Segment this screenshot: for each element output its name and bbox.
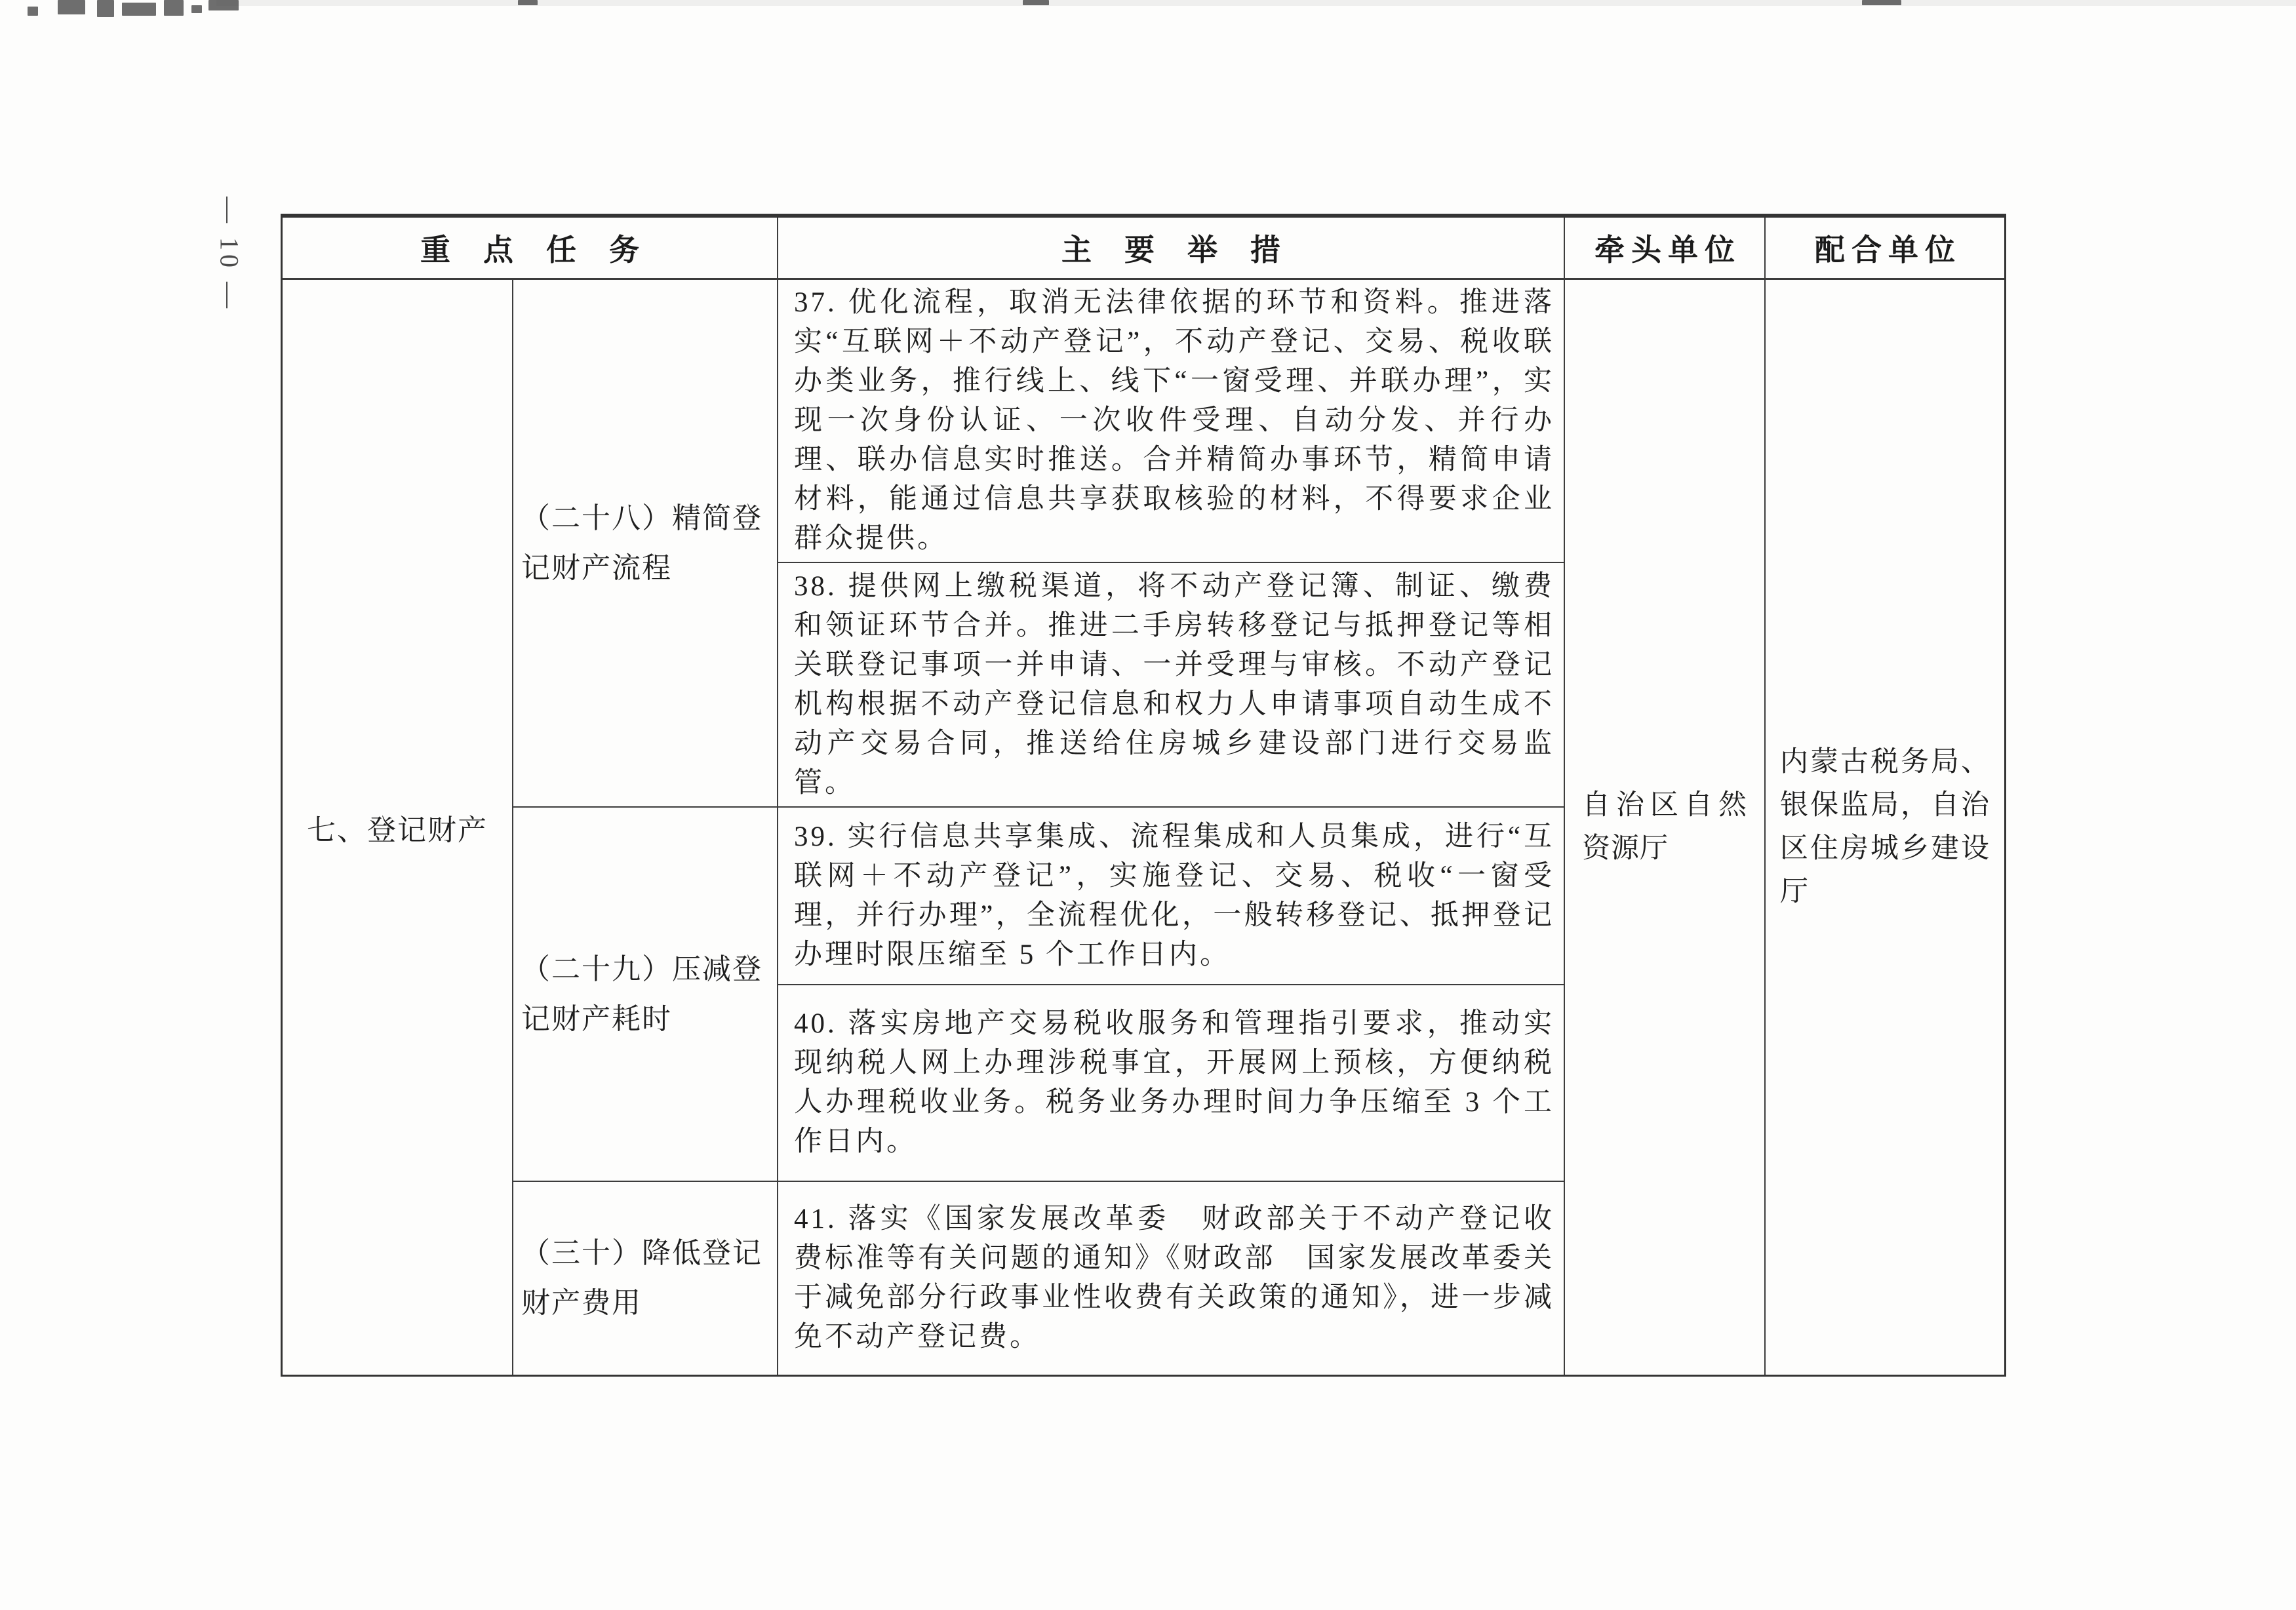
header-main-measures [778,218,1565,280]
scan-speck [97,0,114,17]
measure-38-text: 38. 提供网上缴税渠道，将不动产登记簿、制证、缴费和领证环节合并。推进二手房转移登记与抵押登记等相关联登记事项一并申请、一并受理与审核。不动产登记机构根据不动产登记信息和权力人申请事项自动生成不动产交易合同，推送给住房城乡建设部门进行交易监管。 [794,570,1554,798]
subtask-29-cell [513,808,778,1182]
measure-39-text: 39. 实行信息共享集成、流程集成和人员集成，进行“互联网＋不动产登记”，实施登记、交易、税收“一窗受理，并行办理”，全流程优化，一般转移登记、抵押登记办理时限压缩至 5 个工作日内。 [794,821,1554,970]
header-cooperating-unit [1766,218,2004,280]
header-cooperating-unit-label: 配合单位 [1815,233,1962,267]
scan-speck [122,3,156,16]
header-key-tasks-label: 重点任务 [420,233,672,267]
subtask-30-cell [513,1182,778,1375]
scan-speck [191,5,202,13]
lead-unit-text: 自治区自然资源厅 [1582,790,1747,864]
task-table [281,214,2006,1377]
measure-40-cell [778,985,1565,1182]
cooperating-unit-cell [1766,280,2004,1375]
header-lead-unit-label: 牵头单位 [1594,233,1741,267]
subtask-30-label: （三十）降低登记财产费用 [521,1237,762,1319]
scan-speck [518,0,538,5]
measure-37-text: 37. 优化流程，取消无法律依据的环节和资料。推进落实“互联网＋不动产登记”，不动产登记、交易、税收联办类业务，推行线上、线下“一窗受理、并联办理”，实现一次身份认证、一次收件受理、自动分发、并行办理、联办信息实时推送。合并精简办事环节，精简申请材料，能通过信息共享获取核验的材料，不得要求企业群众提供。 [794,287,1554,554]
subtask-29-label: （二十九）压减登记财产耗时 [521,952,762,1035]
scan-speck [164,0,184,16]
header-main-measures-label: 主要举措 [1061,233,1313,267]
measure-37-cell [778,280,1565,563]
header-key-tasks [283,218,778,280]
measure-41-text: 41. 落实《国家发展改革委 财政部关于不动产登记收费标准等有关问题的通知》《财政部 国家发展改革委关于减免部分行政事业性收费有关政策的通知》，进一步减免不动产登记费。 [794,1204,1554,1352]
measure-40-text: 40. 落实房地产交易税收服务和管理指引要求，推动实现纳税人网上办理涉税事宜，开展网上预核，方便纳税人办理税收业务。税务业务办理时间力争压缩至 3 个工作日内。 [794,1008,1554,1157]
scan-speck [208,0,239,10]
subtask-28-label: （二十八）精简登记财产流程 [521,501,762,584]
scan-speck [28,7,38,16]
scan-speck [1862,0,1901,5]
measure-41-cell [778,1182,1565,1375]
page-number: — 10 — [214,197,245,312]
scan-artifacts [0,0,2296,26]
main-task-cell [283,280,513,1375]
scan-speck [58,0,85,14]
measure-39-cell [778,808,1565,985]
lead-unit-cell [1565,280,1766,1375]
header-lead-unit [1565,218,1766,280]
cooperating-unit-text: 内蒙古税务局、银保监局，自治区住房城乡建设厅 [1780,747,1990,907]
scan-speck [1023,0,1049,5]
measure-38-cell [778,563,1565,808]
main-task-label: 七、登记财产 [307,814,488,846]
subtask-28-cell [513,280,778,808]
